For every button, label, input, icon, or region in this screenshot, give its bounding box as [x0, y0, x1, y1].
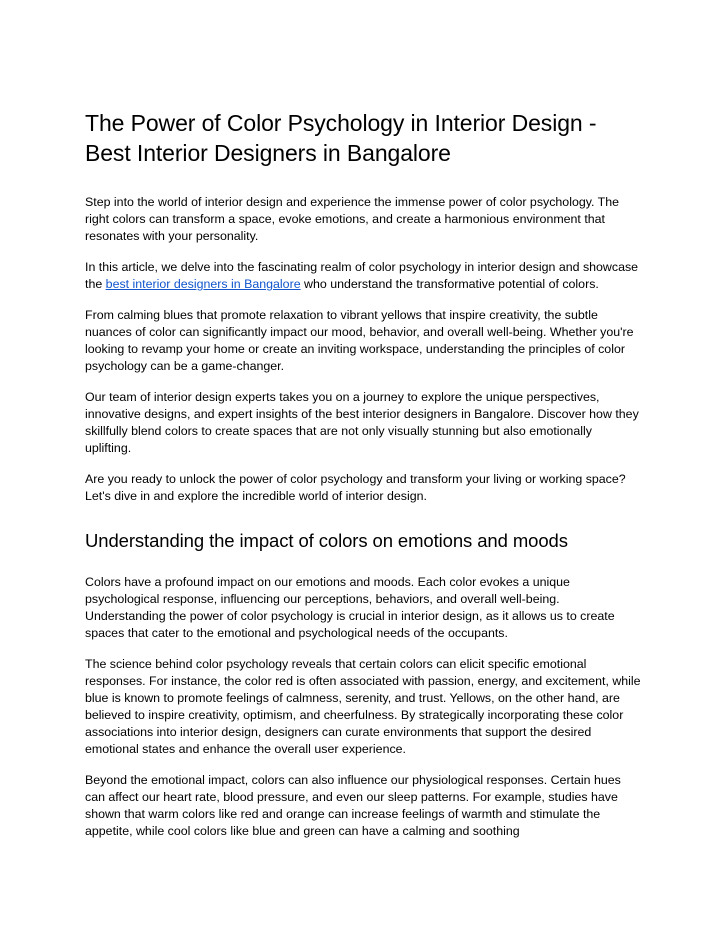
- intro-paragraph-5: Are you ready to unlock the power of color psychology and transform your living or working space? Let's dive in and explore the incredible world of interior design.: [85, 472, 626, 503]
- intro-paragraph-2-before: In this article, we delve into the fascinating realm of color psychology in interior design and showcase the: [85, 260, 639, 291]
- intro-paragraph-3: From calming blues that promote relaxation to vibrant yellows that inspire creativity, the subtle nuances of color can significantly impact our mood, behavior, and overall well-being. Whether you're looking to revamp your home or create an inviting workspace, understanding the principles of color psychology can be a game-changer.: [85, 308, 634, 373]
- intro-paragraph-1: Step into the world of interior design and experience the immense power of color psychology. The right colors can transform a space, evoke emotions, and create a harmonious environment that resonates with your personality.: [85, 195, 620, 243]
- intro-paragraph-2-after: who understand the transformative potential of colors.: [300, 277, 599, 291]
- section-paragraph-1: Colors have a profound impact on our emotions and moods. Each color evokes a unique psychological response, influencing our perceptions, behaviors, and overall well-being. Understanding the power of color psychology is crucial in interior design, as it allows us to create spaces that cater to the emotional and psychological needs of the occupants.: [85, 575, 615, 640]
- page-title: The Power of Color Psychology in Interior Design - Best Interior Designers in Bangalore: [85, 110, 597, 166]
- document-page: [85, 108, 641, 854]
- section-paragraph-3: Beyond the emotional impact, colors can also influence our physiological responses. Certain hues can affect our heart rate, blood pressure, and even our sleep patterns. For example, studies have shown that warm colors like red and orange can increase feelings of warmth and stimulate the appetite, while cool colors like blue and green can have a calming and soothing: [85, 773, 621, 838]
- intro-paragraph-4: Our team of interior design experts takes you on a journey to explore the unique perspectives, innovative designs, and expert insights of the best interior designers in Bangalore. Discover how they skillfully blend colors to create spaces that are not only visually stunning but also emotionally uplifting.: [85, 390, 639, 455]
- intro-paragraph-2: [85, 259, 641, 293]
- best-interior-designers-link[interactable]: best interior designers in Bangalore: [105, 277, 301, 291]
- section-paragraph-2: The science behind color psychology reveals that certain colors can elicit specific emotional responses. For instance, the color red is often associated with passion, energy, and excitement, while blue is known to promote feelings of calmness, serenity, and trust. Yellows, on the other hand, are believed to inspire creativity, optimism, and cheerfulness. By strategically incorporating these color associations into interior design, designers can curate environments that support the desired emotional states and enhance the overall user experience.: [85, 657, 641, 756]
- section-heading: Understanding the impact of colors on emotions and moods: [85, 530, 568, 551]
